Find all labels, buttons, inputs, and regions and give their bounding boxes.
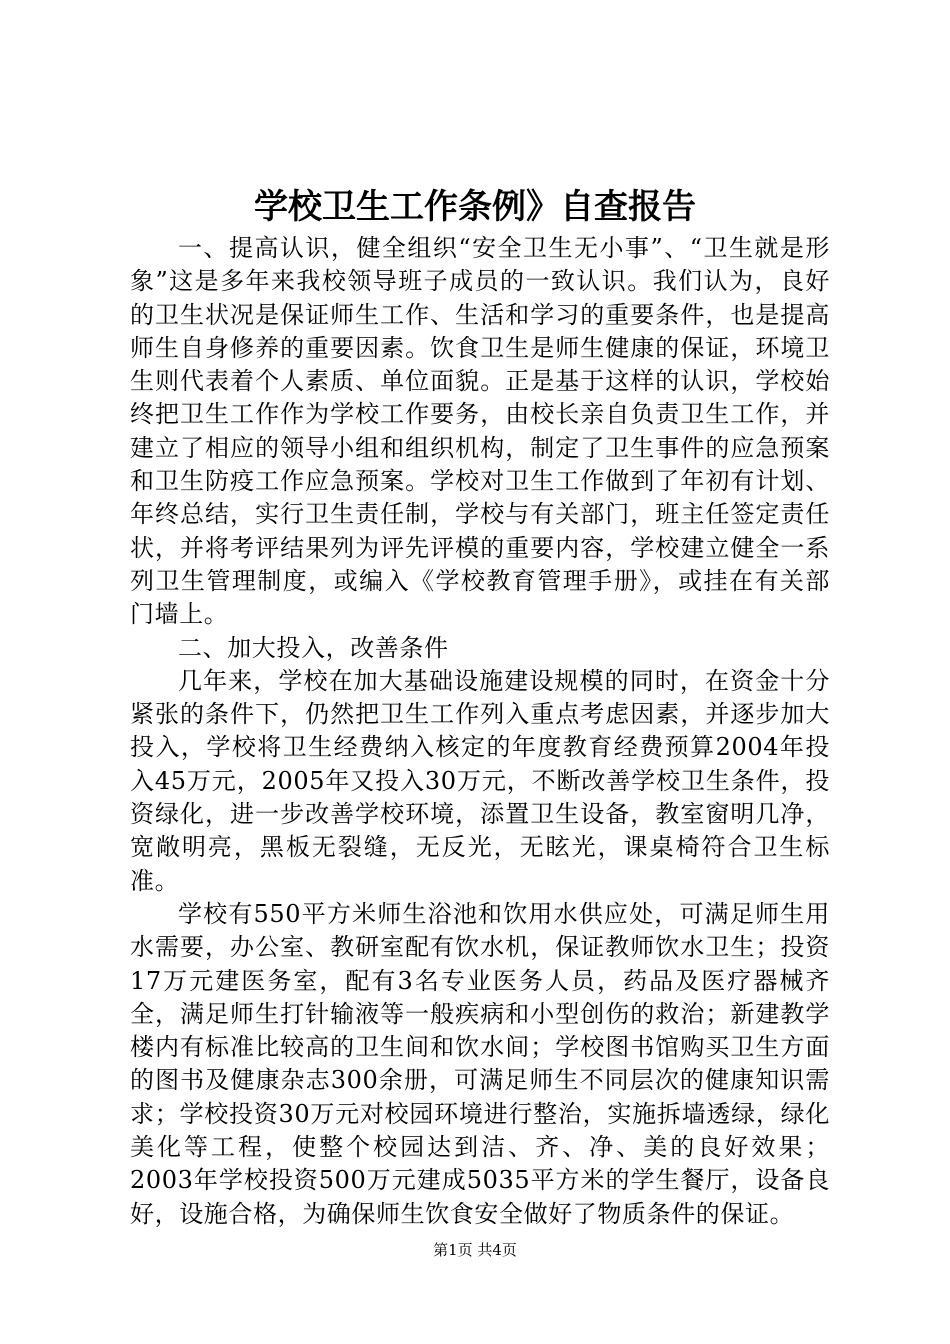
- paragraph-investment: 几年来，学校在加大基础设施建设规模的同时，在资金十分紧张的条件下，仍然把卫生工作列入重点考虑因素，并逐步加大投入，学校将卫生经费纳入核定的年度教育经费预算2004年投入45万元，2005年又投入30万元，不断改善学校卫生条件，投资绿化，进一步改善学校环境，添置卫生设备，教室窗明几净，宽敞明亮，黑板无裂缝，无反光，无眩光，课桌椅符合卫生标准。: [130, 666, 830, 895]
- document-title: 学校卫生工作条例》自查报告: [254, 187, 696, 227]
- document-body: [130, 232, 830, 1231]
- paragraph-section-1: 一、提高认识，健全组织“安全卫生无小事”、“卫生就是形象”这是多年来我校领导班子成员的一致认识。我们认为，良好的卫生状况是保证师生工作、生活和学习的重要条件，也是提高师生自身修养的重要因素。饮食卫生是师生健康的保证，环境卫生则代表着个人素质、单位面貌。正是基于这样的认识，学校始终把卫生工作作为学校工作要务，由校长亲自负责卫生工作，并建立了相应的领导小组和组织机构，制定了卫生事件的应急预案和卫生防疫工作应急预案。学校对卫生工作做到了年初有计划、年终总结，实行卫生责任制，学校与有关部门，班主任签定责任状，并将考评结果列为评先评模的重要内容，学校建立健全一系列卫生管理制度，或编入《学校教育管理手册》，或挂在有关部门墙上。: [130, 234, 830, 629]
- section-heading-2: 二、加大投入，改善条件: [178, 633, 449, 662]
- paragraph-facilities: 学校有550平方米师生浴池和饮用水供应处，可满足师生用水需要，办公室、教研室配有饮水机，保证教师饮水卫生；投资17万元建医务室，配有3名专业医务人员，药品及医疗器械齐全，满足师生打针输液等一般疾病和小型创伤的救治；新建教学楼内有标准比较高的卫生间和饮水间；学校图书馆购买卫生方面的图书及健康杂志300余册，可满足师生不同层次的健康知识需求；学校投资30万元对校园环境进行整治，实施拆墙透绿，绿化美化等工程，使整个校园达到洁、齐、净、美的良好效果；2003年学校投资500万元建成5035平方米的学生餐厅，设备良好，设施合格，为确保师生饮食安全做好了物质条件的保证。: [130, 899, 830, 1228]
- page-footer: 第1页 共4页: [433, 1241, 517, 1259]
